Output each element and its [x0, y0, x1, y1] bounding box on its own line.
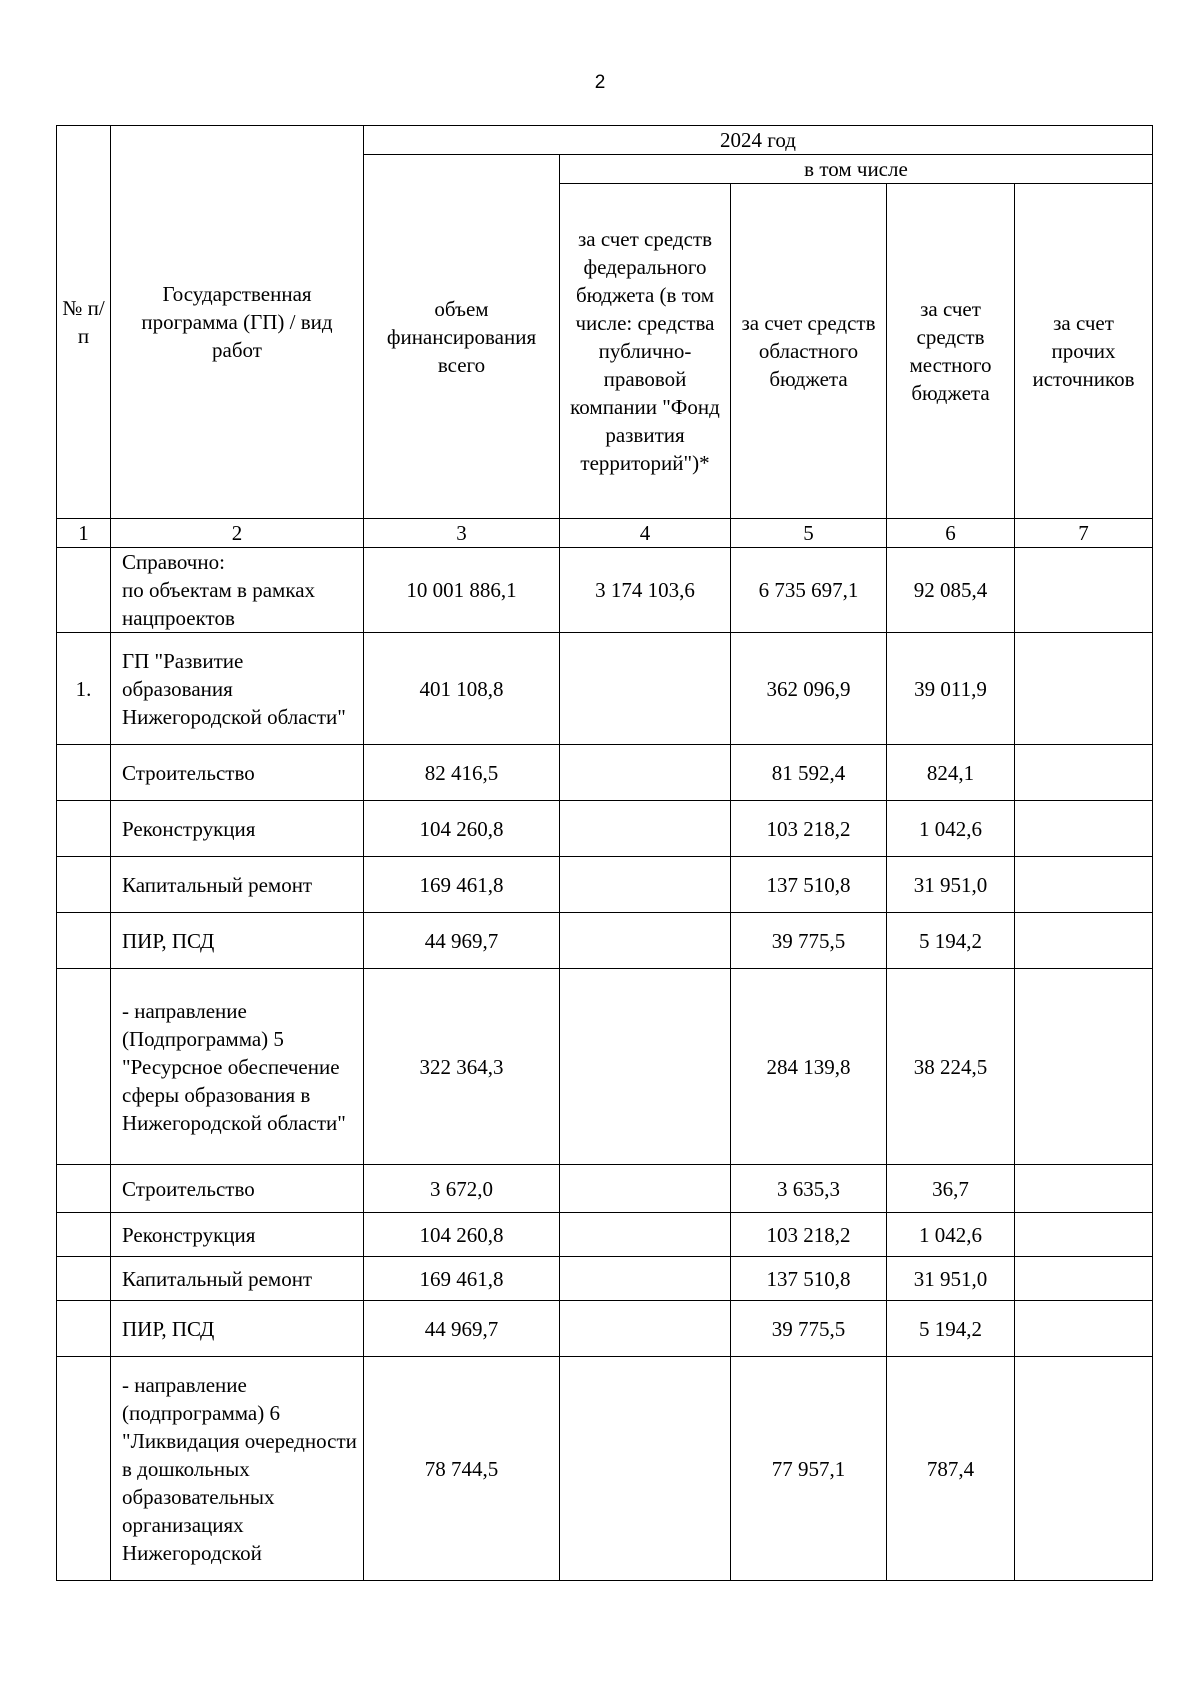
column-number: 3 [364, 519, 560, 548]
local-amount-cell: 36,7 [887, 1165, 1015, 1213]
local-amount-cell: 5 194,2 [887, 913, 1015, 969]
header-row-number: № п/п [57, 126, 111, 519]
other-amount-cell [1015, 1257, 1153, 1301]
total-amount-cell: 104 260,8 [364, 801, 560, 857]
regional-amount-cell: 137 510,8 [731, 1257, 887, 1301]
program-name-text: ПИР, ПСД [122, 1316, 215, 1341]
program-name-cell [111, 1165, 364, 1213]
header-total: объем финансирования всего [364, 155, 560, 519]
local-amount-cell: 92 085,4 [887, 548, 1015, 633]
regional-amount-cell: 284 139,8 [731, 969, 887, 1165]
header-regional: за счет средств областного бюджета [731, 184, 887, 519]
other-amount-cell [1015, 1357, 1153, 1581]
column-number: 7 [1015, 519, 1153, 548]
program-name-text: - направление (подпрограмма) 6 "Ликвидация очередности в дошкольных образовательных организациях Нижегородской [122, 1372, 357, 1565]
other-amount-cell [1015, 1213, 1153, 1257]
header-year: 2024 год [364, 126, 1153, 155]
federal-amount-cell [560, 1257, 731, 1301]
federal-amount-cell [560, 1213, 731, 1257]
program-name-text: Строительство [122, 1176, 255, 1201]
regional-amount-cell: 6 735 697,1 [731, 548, 887, 633]
program-name-cell [111, 857, 364, 913]
local-amount-cell: 38 224,5 [887, 969, 1015, 1165]
row-number-cell [57, 1257, 111, 1301]
row-number-cell [57, 913, 111, 969]
other-amount-cell [1015, 913, 1153, 969]
column-number: 5 [731, 519, 887, 548]
table-row [57, 969, 1153, 1165]
total-amount-cell: 44 969,7 [364, 1301, 560, 1357]
program-name-cell [111, 913, 364, 969]
other-amount-cell [1015, 801, 1153, 857]
regional-amount-cell: 362 096,9 [731, 633, 887, 745]
other-amount-cell [1015, 633, 1153, 745]
total-amount-cell: 169 461,8 [364, 1257, 560, 1301]
row-number-cell: 1. [57, 633, 111, 745]
table-row [57, 857, 1153, 913]
table-row [57, 548, 1153, 633]
program-name-text: Реконструкция [122, 816, 256, 841]
table-row [57, 1357, 1153, 1581]
total-amount-cell: 3 672,0 [364, 1165, 560, 1213]
total-amount-cell: 44 969,7 [364, 913, 560, 969]
row-number-cell [57, 969, 111, 1165]
program-name-text: Капитальный ремонт [122, 1266, 313, 1291]
local-amount-cell: 824,1 [887, 745, 1015, 801]
program-name-cell [111, 1213, 364, 1257]
column-number: 2 [111, 519, 364, 548]
regional-amount-cell: 3 635,3 [731, 1165, 887, 1213]
header-in-that-number: в том числе [560, 155, 1153, 184]
table-row [57, 1213, 1153, 1257]
federal-amount-cell [560, 1357, 731, 1581]
total-amount-cell: 78 744,5 [364, 1357, 560, 1581]
federal-amount-cell [560, 913, 731, 969]
header-program: Государственная программа (ГП) / вид работ [111, 126, 364, 519]
column-number: 4 [560, 519, 731, 548]
regional-amount-cell: 103 218,2 [731, 801, 887, 857]
local-amount-cell: 787,4 [887, 1357, 1015, 1581]
program-name-cell [111, 745, 364, 801]
regional-amount-cell: 39 775,5 [731, 1301, 887, 1357]
other-amount-cell [1015, 969, 1153, 1165]
regional-amount-cell: 81 592,4 [731, 745, 887, 801]
table-row [57, 801, 1153, 857]
program-name-cell [111, 1257, 364, 1301]
regional-amount-cell: 39 775,5 [731, 913, 887, 969]
program-name-text: ПИР, ПСД [122, 928, 215, 953]
table-row [57, 633, 1153, 745]
total-amount-cell: 10 001 886,1 [364, 548, 560, 633]
federal-amount-cell [560, 633, 731, 745]
other-amount-cell [1015, 857, 1153, 913]
federal-amount-cell: 3 174 103,6 [560, 548, 731, 633]
row-number-cell [57, 1301, 111, 1357]
federal-amount-cell [560, 969, 731, 1165]
program-name-text: Капитальный ремонт [122, 872, 313, 897]
program-name-text: Справочно: по объектам в рамках нацпроектов [122, 550, 316, 630]
row-number-cell [57, 801, 111, 857]
row-number-cell [57, 1213, 111, 1257]
local-amount-cell: 5 194,2 [887, 1301, 1015, 1357]
total-amount-cell: 322 364,3 [364, 969, 560, 1165]
local-amount-cell: 39 011,9 [887, 633, 1015, 745]
other-amount-cell [1015, 745, 1153, 801]
program-name-text: - направление (Подпрограмма) 5 "Ресурсное обеспечение сферы образования в Нижегородской области" [122, 998, 346, 1135]
federal-amount-cell [560, 745, 731, 801]
local-amount-cell: 31 951,0 [887, 1257, 1015, 1301]
row-number-cell [57, 857, 111, 913]
column-number: 6 [887, 519, 1015, 548]
column-number: 1 [57, 519, 111, 548]
program-name-text: ГП "Развитие образования Нижегородской области" [122, 648, 346, 729]
table-row [57, 1301, 1153, 1357]
program-name-cell [111, 969, 364, 1165]
local-amount-cell: 1 042,6 [887, 801, 1015, 857]
program-name-cell [111, 801, 364, 857]
local-amount-cell: 31 951,0 [887, 857, 1015, 913]
header-federal: за счет средств федерального бюджета (в том числе: средства публично-правовой компании "Фонд развития территорий")* [560, 184, 731, 519]
federal-amount-cell [560, 857, 731, 913]
table-row [57, 1257, 1153, 1301]
total-amount-cell: 82 416,5 [364, 745, 560, 801]
table-row [57, 1165, 1153, 1213]
federal-amount-cell [560, 801, 731, 857]
header-other: за счет прочих источников [1015, 184, 1153, 519]
federal-amount-cell [560, 1165, 731, 1213]
total-amount-cell: 104 260,8 [364, 1213, 560, 1257]
table-row [57, 913, 1153, 969]
financing-table [56, 125, 1153, 1581]
program-name-cell [111, 1301, 364, 1357]
row-number-cell [57, 548, 111, 633]
page-number: 2 [594, 72, 606, 93]
table-row [57, 745, 1153, 801]
column-numbers-row [57, 519, 1153, 548]
federal-amount-cell [560, 1301, 731, 1357]
regional-amount-cell: 103 218,2 [731, 1213, 887, 1257]
program-name-cell [111, 548, 364, 633]
row-number-cell [57, 1357, 111, 1581]
program-name-text: Реконструкция [122, 1222, 256, 1247]
other-amount-cell [1015, 1165, 1153, 1213]
total-amount-cell: 401 108,8 [364, 633, 560, 745]
program-name-text: Строительство [122, 760, 255, 785]
other-amount-cell [1015, 1301, 1153, 1357]
program-name-cell [111, 633, 364, 745]
total-amount-cell: 169 461,8 [364, 857, 560, 913]
row-number-cell [57, 745, 111, 801]
regional-amount-cell: 77 957,1 [731, 1357, 887, 1581]
program-name-cell [111, 1357, 364, 1581]
regional-amount-cell: 137 510,8 [731, 857, 887, 913]
local-amount-cell: 1 042,6 [887, 1213, 1015, 1257]
other-amount-cell [1015, 548, 1153, 633]
row-number-cell [57, 1165, 111, 1213]
header-local: за счет средств местного бюджета [887, 184, 1015, 519]
